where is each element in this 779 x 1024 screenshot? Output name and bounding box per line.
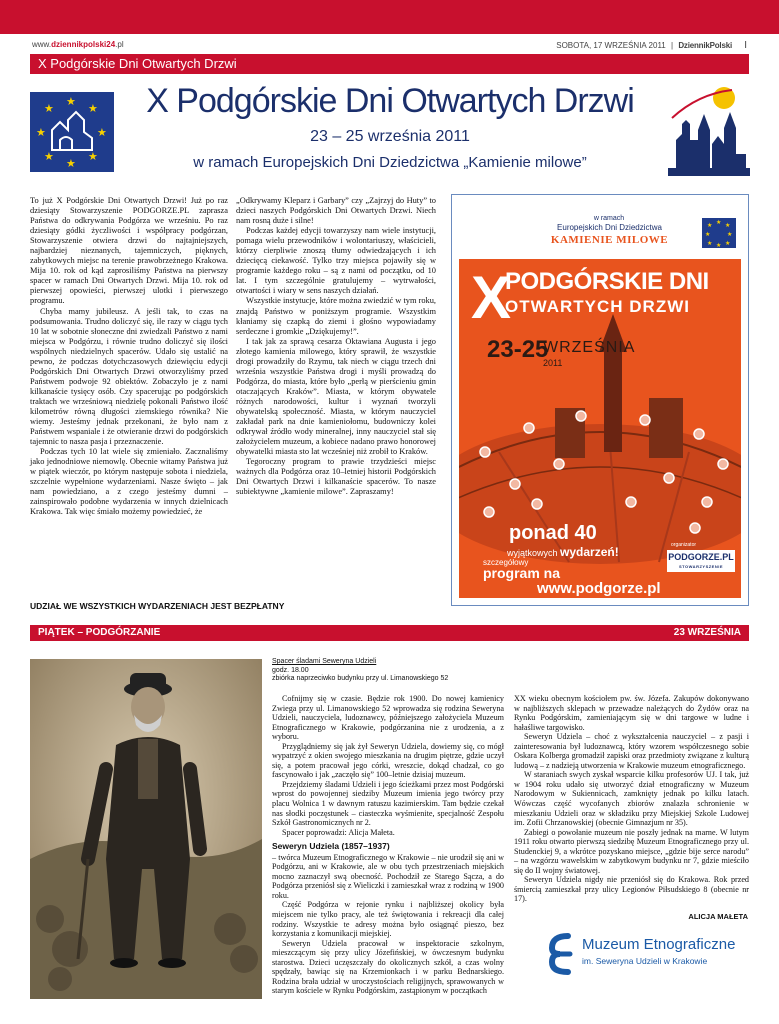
- museum-subname: im. Seweryna Udzieli w Krakowie: [582, 956, 708, 966]
- museum-emblem-icon: [546, 932, 576, 976]
- article-paragraph: Wszystkie instytucje, które można zwiedzić w tym roku, znajdą Państwo w poniższym programie. Wszystkim kłaniamy się czapką do ziemi i głośno wypowiadamy serdeczne i gromkie „Dziękujemy!”.: [236, 296, 437, 336]
- author-byline: ALICJA MAŁETA: [688, 912, 748, 921]
- masthead-date: SOBOTA, 17 WRZEŚNIA 2011: [556, 41, 666, 50]
- poster-title-line-1: PODGÓRSKIE DNI: [505, 268, 709, 295]
- museum-name: Muzeum Etnograficzne: [582, 936, 736, 953]
- poster-eu-logo: [702, 218, 736, 248]
- walk-event-time: godz. 18.00: [272, 666, 309, 674]
- poster-wyjatkowych: wyjątkowych wydarzeń!: [507, 545, 619, 559]
- feature-paragraph: Cofnijmy się w czasie. Będzie rok 1900. Do nowej kamienicy Zwiega przy ul. Limanowskiego 52 wprowadza się rodzina Seweryna Udzieli, nauczyciela, ludoznawcy, późniejszego założyciela Muzeum Etnograficznego w Krakowie, podgórzanina nie z urodzenia, a z wyboru.: [272, 694, 504, 742]
- svg-text:★: ★: [88, 151, 98, 163]
- poster-program: program na: [483, 565, 561, 581]
- feature-column-1: [272, 694, 504, 996]
- svg-text:★: ★: [88, 103, 98, 115]
- svg-text:★: ★: [725, 223, 731, 229]
- museum-logo: [546, 930, 746, 978]
- poster-date-range: 23-25: [487, 336, 549, 363]
- walk-event-meeting: zbiórka naprzeciwko budynku przy ul. Limanowskiego 52: [272, 675, 449, 683]
- article-paragraph: To już X Podgórskie Dni Otwartych Drzwi! Już po raz dziesiąty Stowarzyszenie PODGORZE.PL zaprasza Państwa do odkrywania Podgórza we wrześniu. Po raz dziesiąty gódki życzliwości i współpracy podgórzan, Stowarzyszenie otwiera drzwi do najtajniejszych, najbardziej nieznanych, tajemniczych, pięknych, zabytkowych miejsc na terenie prawobrzeżnego Krakowa. Mija 10. rok od kąd zaprosiliśmy Państwa na pierwszy spacer w ramach Dni Otwartych Drzwi. Mija 10. rok od pierwszej opowieści, pierwszej ulotki i pierwszego programu.: [30, 196, 228, 306]
- svg-text:★: ★: [705, 232, 711, 238]
- svg-text:★: ★: [97, 127, 107, 139]
- podgorze-skyline-logo: [668, 84, 750, 176]
- feature-paragraph: Seweryn Udziela nigdy nie przeniósł się do Krakowa. Rok przed śmiercią zamieszkał przy ulicy Legionów Piłsudskiego 8 (obecnie nr 17).: [514, 875, 749, 904]
- article-paragraph: „Odkrywamy Kleparz i Garbary” czy „Zajrzyj do Huty” to dzieci naszych Podgórskich Dni Otwartych Drzwi. Niech nam rosną duże i silne!: [236, 196, 436, 226]
- svg-text:★: ★: [707, 241, 713, 247]
- event-dates: 23 – 25 września 2011: [310, 128, 470, 145]
- feature-paragraph: W staraniach swych zyskał wsparcie kilku profesorów UJ. I tak, już w 1904 roku udało się utworzyć dział etnograficzny w Muzeum Narodowym w Sukiennicach, zamknięty jednak po kilku latach. Wówczas część wycofanych zbiorów znalazła schronienie w mieszkaniu Udzieli oraz w składziku przy Miejskiej Szkole Ludowej im. Zofii Chrzanowskiej (obecnie Gimnazjum nr 35).: [514, 770, 749, 828]
- feature-paragraph: Seweryn Udziela – choć z wykształcenia nauczyciel – z pasji i zainteresowania był ludoznawcą, który wzorem współczesnego sobie Oskara Kolberga gromadził zapiski oraz przedmioty związane z kulturą ludową – z nadzieją utworzenia w Krakowie muzeum etnograficznego.: [514, 732, 749, 770]
- feature-paragraph: Zabiegi o powołanie muzeum nie poszły jednak na marne. W lutym 1911 roku otwarto pierwszą siedzibę Muzeum Etnograficznego przy ul. Studenckiej 9, a wkrótce pozyskano miejsce, „gdzie bije serce narodu” – na wzgórzu wawelskim w zabytkowym budynku nr 7, gdzie mieściło się do II wojny światowej.: [514, 827, 749, 875]
- masthead: www.dziennikpolski24.pl SOBOTA, 17 WRZEŚNIA 2011 | DziennikPolski I: [32, 40, 747, 51]
- article-paragraph: Tegoroczny program to prawie trzydzieści miejsc ważnych dla Podgórza oraz 10–letniej historii Podgórskich Dni Otwartych Drzwi i kilkanaście spacerów. To nasze subiektywne „kamienie milowe”. Zapraszamy!: [236, 457, 436, 497]
- svg-text:★: ★: [725, 241, 731, 247]
- svg-text:★: ★: [716, 220, 722, 226]
- masthead-url[interactable]: www.dziennikpolski24.pl: [32, 40, 124, 49]
- article-paragraph: Chyba mamy jubileusz. A jeśli tak, to czas na podsumowania. Trudno doliczyć się, ile razy w ciągu tych 10 lat w sobotnie słoneczne dni zwiedzali Państwo z nami miejsca w Podgórzu, i równie trudno doliczyć się ilości wspólnych niedzielnych spacerów. Udało się ustalić na pewno, że podczas dotychczasowych dziewięciu edycji Podgórskich Dni Otwartych Drzwi otworzyliśmy przed Państwem podwoje 92 obiektów. Zobaczyło je z nami kilkanaście tysięcy osób. Czy spacerując po podgórskich traktach we wrześniową niedzielę pokonali Państwo ilość kilometrów równą długości ziemskiego równika? Nie wiemy. Jesteśmy jednak przekonani, że było nam z Państwem wspaniale i że otwieranie drzwi do podgórskich tajemnic to nasza pasja i przeznaczenie.: [30, 306, 228, 447]
- top-color-bar: [0, 0, 779, 34]
- feature-column-2: [514, 694, 749, 904]
- free-admission-note: UDZIAŁ WE WSZYSTKICH WYDARZENIACH JEST BEZPŁATNY: [30, 601, 285, 611]
- feature-paragraph: Część Podgórza w rejonie rynku i najbliższej okolicy była miejscem nie tylko pracy, ale też świętowania i rekreacji dla całej rodziny. Wszystkie te adresy można było osiągnąć pieszo, bez korzystania z komunikacji miejskiej.: [272, 900, 504, 939]
- feature-paragraph: XX wieku obecnym kościołem pw. św. Józefa. Zakupów dokonywano w najbliższych sklepach w przewadze należących do Żydów oraz na Rynku Podgórskim, zamieniającym się w dni targowe w ludne i hałaśliwe targowisko.: [514, 694, 749, 732]
- day-date: 23 WRZEŚNIA: [673, 627, 741, 638]
- historical-portrait-photo: [30, 659, 262, 999]
- section-banner: X Podgórskie Dni Otwartych Drzwi: [30, 54, 749, 74]
- svg-text:★: ★: [707, 223, 713, 229]
- page-number: I: [744, 40, 747, 51]
- article-paragraph: I tak jak za sprawą cesarza Oktawiana Augusta i jego złotego kamienia milowego, który sprawił, że wszystkie drogi prowadziły do Rzymu, tak niech w ciągu trzech dni września wszystkie Państwa drogi i myśli prowadzą do Podgórza, do miasta, które było „perłą w pierścieniu gmin otaczających Kraków”. Miasta, w którym obywatele różnych narodowości, kultur i wyznań tworzyli obywatelską społeczność. Miasta, w którym nauczyciel zakładał park na dnie kamieniołomu, budowniczy kolei odkrywał źródło wody mineralnej, inny nauczyciel stał się założycielem muzeum, a kobiece nadano prawo honorowej obywatelki miasta sto lat wcześniej niż zrobił to Kraków.: [236, 336, 436, 457]
- article-column-2: [236, 196, 436, 497]
- svg-text:★: ★: [36, 127, 46, 139]
- poster-year: 2011: [543, 358, 563, 368]
- article-paragraph: Podczas każdej edycji towarzyszy nam wiele instytucji, pomaga wielu przewodników i wolontariuszy, właścicieli, którzy cierpliwie znoszą tłumy odwiedzających i ich dziecięcą ciekawość. Tylko trzy miejsca pojawiły się w programie każdego roku – są z nami od początku, od 10 lat. I tym szczególnie gratulujemy – wytrwałości, otwartości i wiary w sens naszych działań.: [236, 226, 436, 296]
- svg-text:★: ★: [716, 243, 722, 248]
- article-column-1: [30, 196, 228, 518]
- poster-w-ramach: w ramach: [593, 215, 625, 222]
- feature-paragraph: Spacer poprowadzi: Alicja Małeta.: [282, 827, 395, 837]
- feature-paragraph: – twórca Muzeum Etnograficznego w Krakowie – nie urodził się ani w Podgórzu, ani w Krakowie, ale w obu tych przestrzeniach miejskich mocno zaznaczył swą obecność. Pochodził ze Starego Sącza, a do Podgórza przeniósł się z Wieliczki i zamieszkał wraz z rodziną w 1900 roku.: [272, 852, 504, 900]
- feature-paragraph: Seweryn Udziela pracował w inspektoracie szkolnym, mieszczącym się przy ulicy Józefińskiej, w ówczesnym budynku starostwa. Dzieci uczęszczały do okolicznych szkół, a czas wolny spędzały, bawiąc się na Krzemionkach i w parku Bednarskiego. Rodzina brała udział w uroczystościach religijnych, sprawowanych w starym kościele w Rynku Podgórskim, zastąpionym w początkach: [272, 938, 504, 996]
- page-title: X Podgórskie Dni Otwartych Drzwi: [146, 82, 634, 120]
- poster-organizer-logo: PODGORZE.PL STOWARZYSZENIE: [667, 550, 735, 572]
- bio-heading: Seweryn Udziela (1857–1937): [272, 841, 390, 852]
- walk-event-title: Spacer śladami Seweryna Udzieli: [272, 658, 377, 665]
- poster-kamienie-milowe: KAMIENIE MILOWE: [550, 234, 669, 246]
- event-subtitle: w ramach Europejskich Dni Dziedzictwa „Kamienie milowe”: [193, 154, 587, 171]
- poster-url[interactable]: www.podgorze.pl: [537, 580, 661, 597]
- svg-text:★: ★: [44, 103, 54, 115]
- poster-eu-days: Europejskich Dni Dziedzictwa: [557, 223, 662, 232]
- event-poster: [451, 194, 749, 606]
- poster-month: WRZEŚNIA: [543, 339, 636, 356]
- feature-paragraph: Przejdziemy śladami Udzieli i jego ścieżkami przez most Podgórski wprost do powojennej siedziby Muzeum imienia jego twórcy przy placu Wolnica 1 w dawnym ratuszu kazimierskim. Tam będzie czekał nas słodki poczęstunek – ciasteczka wyśmienite, specjalność Zespołu Szkół Gastronomicznych nr 2.: [272, 779, 504, 828]
- day-label: PIĄTEK – PODGÓRZANIE: [38, 627, 161, 638]
- svg-text:★: ★: [66, 96, 76, 108]
- poster-szczegolowy: szczegółowy: [483, 558, 529, 567]
- poster-organizer-label: organizator: [671, 542, 697, 548]
- svg-text:★: ★: [44, 151, 54, 163]
- article-paragraph: Podczas tych 10 lat wiele się zmieniało. Zacznaliśmy jako jednodniowe niemowlę. Obecnie witamy Państwa już w piątek wieczór, po którym następuje sobota i niedziela, szczelnie wypełnione wydarzeniami. Nasze święto – jak nam powiedziano, a z czego jesteśmy dumni – zainspirowało podobne wydarzenia w innych dzielnicach Krakowa. Tak więc śmiało możemy powiedzieć, że: [30, 447, 228, 517]
- svg-text:★: ★: [66, 158, 76, 170]
- poster-title-line-2: OTWARTYCH DRZWI: [505, 297, 690, 316]
- day-banner: [30, 625, 749, 641]
- european-heritage-days-logo: [30, 92, 114, 172]
- feature-paragraph: Przyglądniemy się jak żył Seweryn Udziela, dowiemy się, co mógł wypatrzyć z okien swojego mieszkania na drugim piętrze, gdzie uczył się, a potem pracował jego córki, wreszcie, dokąd chadzał, co go fascynowało i jak „zaczęło się” 100–letnie dzisiaj muzeum.: [272, 741, 504, 780]
- masthead-brand: DziennikPolski: [678, 41, 732, 50]
- poster-ponad: ponad 40: [509, 522, 597, 544]
- poster-x: X: [471, 264, 512, 331]
- walk-event-info: [272, 658, 502, 684]
- svg-text:★: ★: [727, 232, 733, 238]
